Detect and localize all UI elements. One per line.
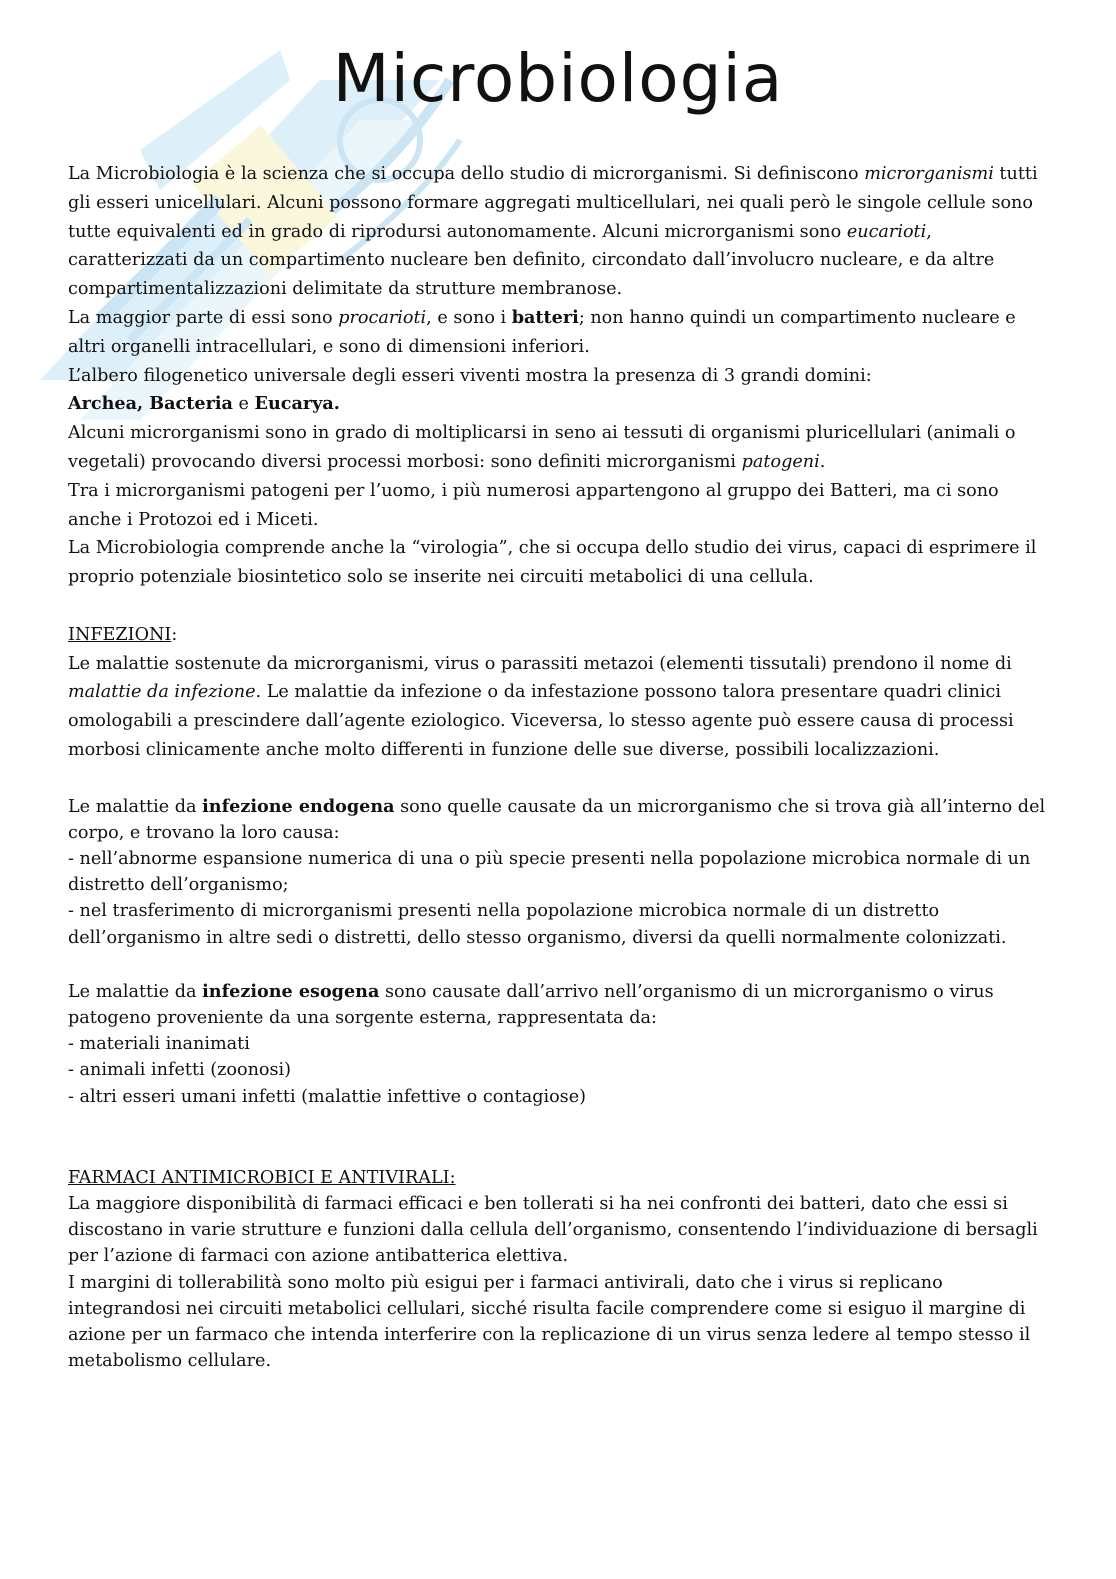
list-item: - nell’abnorme espansione numerica di una o più specie presenti nella popolazione microbica normale di un distretto dell’organismo; [68,848,1031,896]
document-body [68,160,1053,1374]
intro-paragraph-6: Tra i microrganismi patogeni per l’uomo, i più numerosi appartengono al gruppo dei Batteri, ma ci sono anche i Protozoi ed i Miceti. [68,480,999,530]
page-title: Microbiologia [332,40,784,117]
list-item: - materiali inanimati [68,1034,250,1055]
list-item: - animali infetti (zoonosi) [68,1060,292,1081]
intro-paragraph-5: Alcuni microrganismi sono in grado di moltiplicarsi in seno ai tessuti di organismi pluricellulari (animali o vegetali) provocando diversi processi morbosi: sono definiti microrganismi patogeni. [68,423,1016,472]
section-heading-farmaci: FARMACI ANTIMICROBICI E ANTIVIRALI: [68,1167,456,1188]
esogena-paragraph: Le malattie da infezione esogena sono causate dall’arrivo nell’organismo di un microrganismo o virus patogeno proveniente da una sorgente esterna, rappresentata da: [68,980,994,1028]
list-item: - altri esseri umani infetti (malattie infettive o contagiose) [68,1086,586,1107]
domains-line: Archea, Bacteria e Eucarya. [68,393,340,415]
intro-paragraph-1: La Microbiologia è la scienza che si occupa dello studio di microrganismi. Si definiscono microrganismi tutti gli esseri unicellulari. Alcuni possono formare aggregati multicellulari, nei quali però le singole cellule sono tutte equivalenti ed in grado di riprodursi autonomamente. Alcuni microrganismi sono eucarioti, caratterizzati da un compartimento nucleare ben definito, circondato dall’involucro nucleare, e da altre compartimentalizzazioni delimitate da strutture membranose. [68,164,1038,300]
intro-paragraph-2: La maggior parte di essi sono procarioti, e sono i batteri; non hanno quindi un compartimento nucleare e altri organelli intracellulari, e sono di dimensioni inferiori. [68,306,1016,357]
infezioni-paragraph-1: Le malattie sostenute da microrganismi, virus o parassiti metazoi (elementi tissutali) prendono il nome di malattie da infezione. Le malattie da infezione o da infestazione possono talora presentare quadri clinici omologabili a prescindere dall’agente eziologico. Viceversa, lo stesso agente può essere causa di processi morbosi clinicamente anche molto differenti in funzione delle sue diverse, possibili localizzazioni. [68,653,1014,760]
farmaci-paragraph-1: La maggiore disponibilità di farmaci efficaci e ben tollerati si ha nei confronti dei batteri, dato che essi si discostano in varie strutture e funzioni dalla cellula dell’organismo, consentendo l’individuazione di bersagli per l’azione di farmaci con azione antibatterica elettiva. [68,1193,1038,1267]
intro-paragraph-3: L’albero filogenetico universale degli esseri viventi mostra la presenza di 3 grandi domini: [68,365,872,386]
intro-paragraph-7: La Microbiologia comprende anche la “virologia”, che si occupa dello studio dei virus, capaci di esprimere il proprio potenziale biosintetico solo se inserite nei circuiti metabolici di una cellula. [68,538,1037,588]
farmaci-paragraph-2: I margini di tollerabilità sono molto più esigui per i farmaci antivirali, dato che i virus si replicano integrandosi nei circuiti metabolici cellulari, sicché risulta facile comprendere come si esiguo il margine di azione per un farmaco che intenda interferire con la replicazione di un virus senza ledere al tempo stesso il metabolismo cellulare. [68,1272,1031,1372]
endogena-paragraph: Le malattie da infezione endogena sono quelle causate da un microrganismo che si trova già all’interno del corpo, e trovano la loro causa: [68,795,1046,843]
section-heading-infezioni: INFEZIONI: [68,624,178,645]
list-item: - nel trasferimento di microrganismi presenti nella popolazione microbica normale di un distretto dell’organismo in altre sedi o distretti, dello stesso organismo, diversi da quelli normalmente colonizzati. [68,901,1007,948]
